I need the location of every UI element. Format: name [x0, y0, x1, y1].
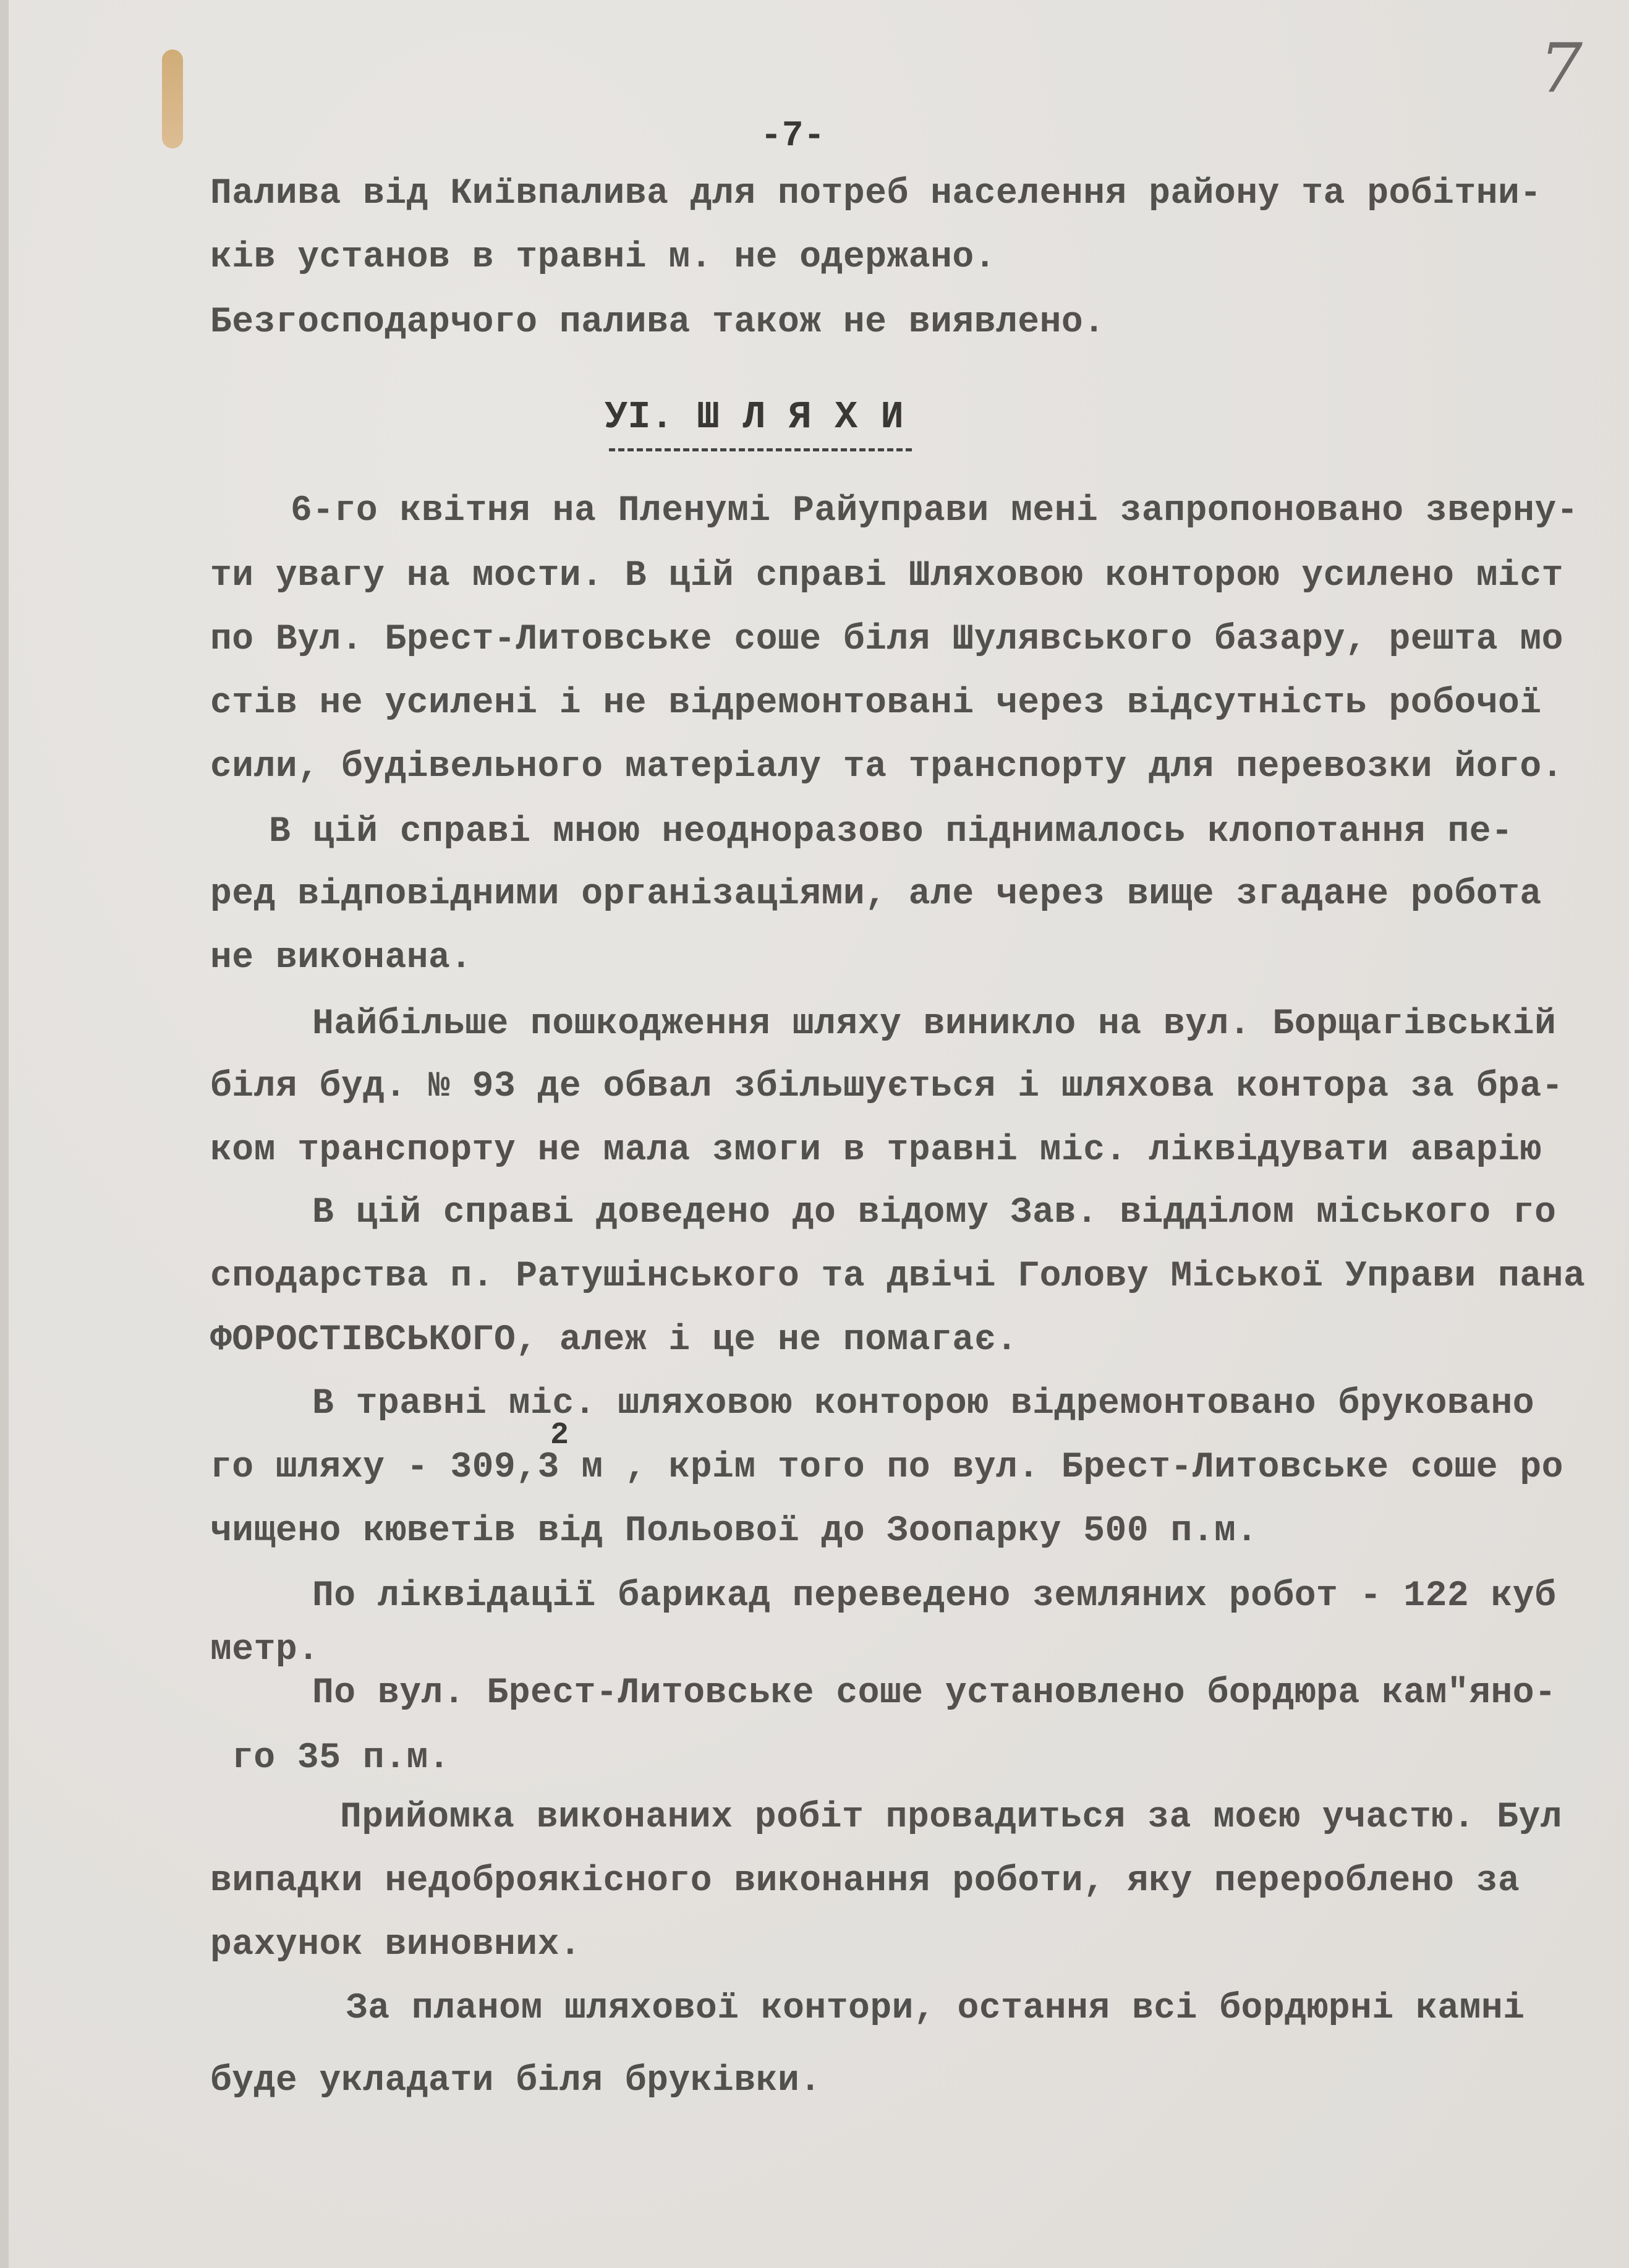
text-line: метр.	[210, 1630, 320, 1670]
text-line: Палива від Київпалива для потреб населення району та робітни-	[210, 174, 1542, 214]
text-line: сили, будівельного матеріалу та транспорту для перевозки його.	[210, 747, 1563, 787]
text-line: За планом шляхової контори, остання всі бордюрні камні	[346, 1989, 1525, 2029]
text-line: не виконана.	[210, 938, 472, 978]
text-line: ти увагу на мости. В цій справі Шляховою конторою усилено міст	[210, 556, 1563, 596]
text-line: ків установ в травні м. не одержано.	[210, 237, 997, 278]
text-line: В цій справі мною неодноразово піднималось клопотання пе-	[269, 812, 1513, 852]
text-line: го шляху - 309,3 м , крім того по вул. Брест-Литовське соше ро	[210, 1447, 1563, 1488]
text-line: буде укладати біля бруківки.	[210, 2061, 822, 2101]
text-line: ФОРОСТІВСЬКОГО, алеж і це не помагає.	[210, 1320, 1018, 1360]
text-line: біля буд. № 93 де обвал збільшується і шляхова контора за бра-	[210, 1067, 1563, 1107]
text-line: В цій справі доведено до відому Зав. відділом міського го	[312, 1193, 1557, 1233]
paper-stain	[162, 49, 183, 148]
text-line: По вул. Брест-Литовське соше установлено бордюра кам"яно-	[312, 1673, 1557, 1713]
text-line: Прийомка виконаних робіт провадиться за моєю участю. Бул	[340, 1797, 1563, 1838]
text-line: рахунок виновних.	[210, 1925, 582, 1965]
text-line: випадки недоброякісного виконання роботи, яку перероблено за	[210, 1861, 1520, 1901]
handwritten-folio-number: 7	[1539, 28, 1583, 108]
text-line: по Вул. Брест-Литовське соше біля Шулявського базару, решта мо	[210, 620, 1563, 660]
text-line: ком транспорту не мала змоги в травні міс. ліквідувати аварію	[210, 1130, 1542, 1170]
text-line: чищено кюветів від Польової до Зоопарку 500 п.м.	[210, 1511, 1258, 1551]
text-line: Найбільше пошкодження шляху виникло на вул. Борщагівській	[312, 1004, 1557, 1044]
text-line: го 35 п.м.	[232, 1738, 451, 1778]
text-line: 6-го квітня на Пленумі Райуправи мені запропоновано зверну-	[291, 491, 1579, 531]
page-number: -7-	[760, 116, 825, 156]
section-heading: УІ. Ш Л Я Х И	[605, 395, 904, 439]
text-line: сподарства п. Ратушінського та двічі Голову Міської Управи пана	[210, 1256, 1586, 1297]
text-line: В травні міс. шляховою конторою відремонтовано бруковано	[312, 1384, 1535, 1424]
text-line: По ліквідації барикад переведено земляних робот - 122 куб	[312, 1576, 1557, 1616]
text-line: стів не усилені і не відремонтовані через відсутність робочої	[210, 683, 1542, 723]
heading-underline	[609, 448, 912, 451]
text-line: Безгосподарчого палива також не виявлено.	[210, 302, 1105, 343]
text-line: ред відповідними організаціями, але через вище згадане робота	[210, 874, 1542, 914]
superscript-square: 2	[550, 1418, 569, 1453]
page-edge	[0, 0, 9, 2268]
